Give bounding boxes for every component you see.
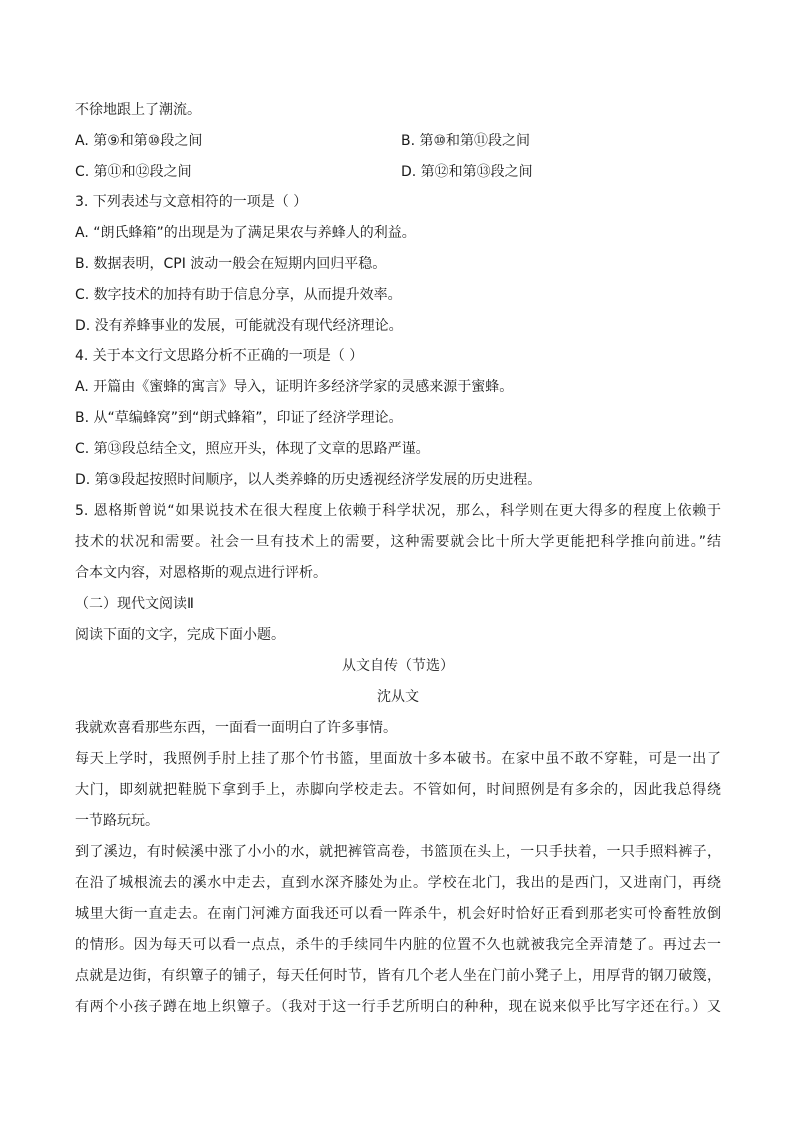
option-b: B. 从“草编蜂窝”到“朗式蜂箱”，印证了经济学理论。 [75,410,403,426]
passage-title: 从文自传（节选） [342,658,454,674]
passage-author: 沈从文 [377,689,419,705]
option-d: D. 第⑫和第⑬段之间 [401,164,533,180]
paragraph-line: 在沿了城根流去的溪水中走去，直到水深齐膝处为止。学校在北门，我出的是西门，又进南门，再绕 [75,875,721,891]
option-d: D. 没有养蜂事业的发展，可能就没有现代经济理论。 [75,318,403,334]
paragraph-line: 有两个小孩子蹲在地上织簟子。（我对于这一行手艺所明白的种种，现在说来似乎比写字还在行。）又 [75,999,721,1015]
text-line: 技术的状况和需要。社会一旦有技术上的需要，这种需要就会比十所大学更能把科学推向前进。”结 [75,534,721,550]
paragraph-line: 我就欢喜看那些东西，一面看一面明白了许多事情。 [75,720,397,736]
instruction: 阅读下面的文字，完成下面小题。 [75,627,285,643]
text-line: 合本文内容，对恩格斯的观点进行评析。 [75,565,327,581]
paragraph-line: 点就是边街，有织簟子的铺子，每天任何时节，皆有几个老人坐在门前小凳子上，用厚背的钢刀破篾， [75,968,721,984]
option-b: B. 数据表明，CPI 波动一般会在短期内回归平稳。 [75,256,387,272]
question-5: 5. 恩格斯曾说“如果说技术在很大程度上依赖于科学状况，那么，科学则在更大得多的程度上依赖于 [75,503,721,519]
option-d: D. 第③段起按照时间顺序，以人类养蜂的历史透视经济学发展的历史进程。 [75,472,542,488]
paragraph-line: 到了溪边，有时候溪中涨了小小的水，就把裤管高卷，书篮顶在头上，一只手扶着，一只手照料裤子， [75,844,721,860]
paragraph-line: 一节路玩玩。 [75,813,159,829]
paragraph-line: 大门，即刻就把鞋脱下拿到手上，赤脚向学校走去。不管如何，时间照例是有多余的，因此我总得绕 [75,782,721,798]
question-3: 3. 下列表述与文意相符的一项是（ ） [75,194,308,210]
question-4: 4. 关于本文行文思路分析不正确的一项是（ ） [75,348,364,364]
paragraph-line: 每天上学时，我照例手肘上挂了那个竹书篮，里面放十多本破书。在家中虽不敢不穿鞋，可是一出了 [75,751,721,767]
paragraph-line: 城里大街一直走去。在南门河滩方面我还可以看一阵杀牛，机会好时恰好正看到那老实可怜畜牲放倒 [75,906,721,922]
text-line: 不徐地跟上了潮流。 [75,102,201,118]
option-a: A. 第⑨和第⑩段之间 [75,133,203,149]
option-c: C. 第⑬段总结全文，照应开头，体现了文章的思路严谨。 [75,441,430,457]
option-c: C. 数字技术的加持有助于信息分享，从而提升效率。 [75,287,402,303]
option-b: B. 第⑩和第⑪段之间 [401,133,531,149]
option-a: A. 开篇由《蜜蜂的寓言》导入，证明许多经济学家的灵感来源于蜜蜂。 [75,379,514,395]
option-c: C. 第⑪和⑫段之间 [75,164,192,180]
section-heading: （二）现代文阅读Ⅱ [75,596,194,612]
option-a: A. “朗氏蜂箱”的出现是为了满足果农与养蜂人的利益。 [75,225,416,241]
paragraph-line: 的情形。因为每天可以看一点点，杀牛的手续同牛内脏的位置不久也就被我完全弄清楚了。再过去一 [75,937,721,953]
